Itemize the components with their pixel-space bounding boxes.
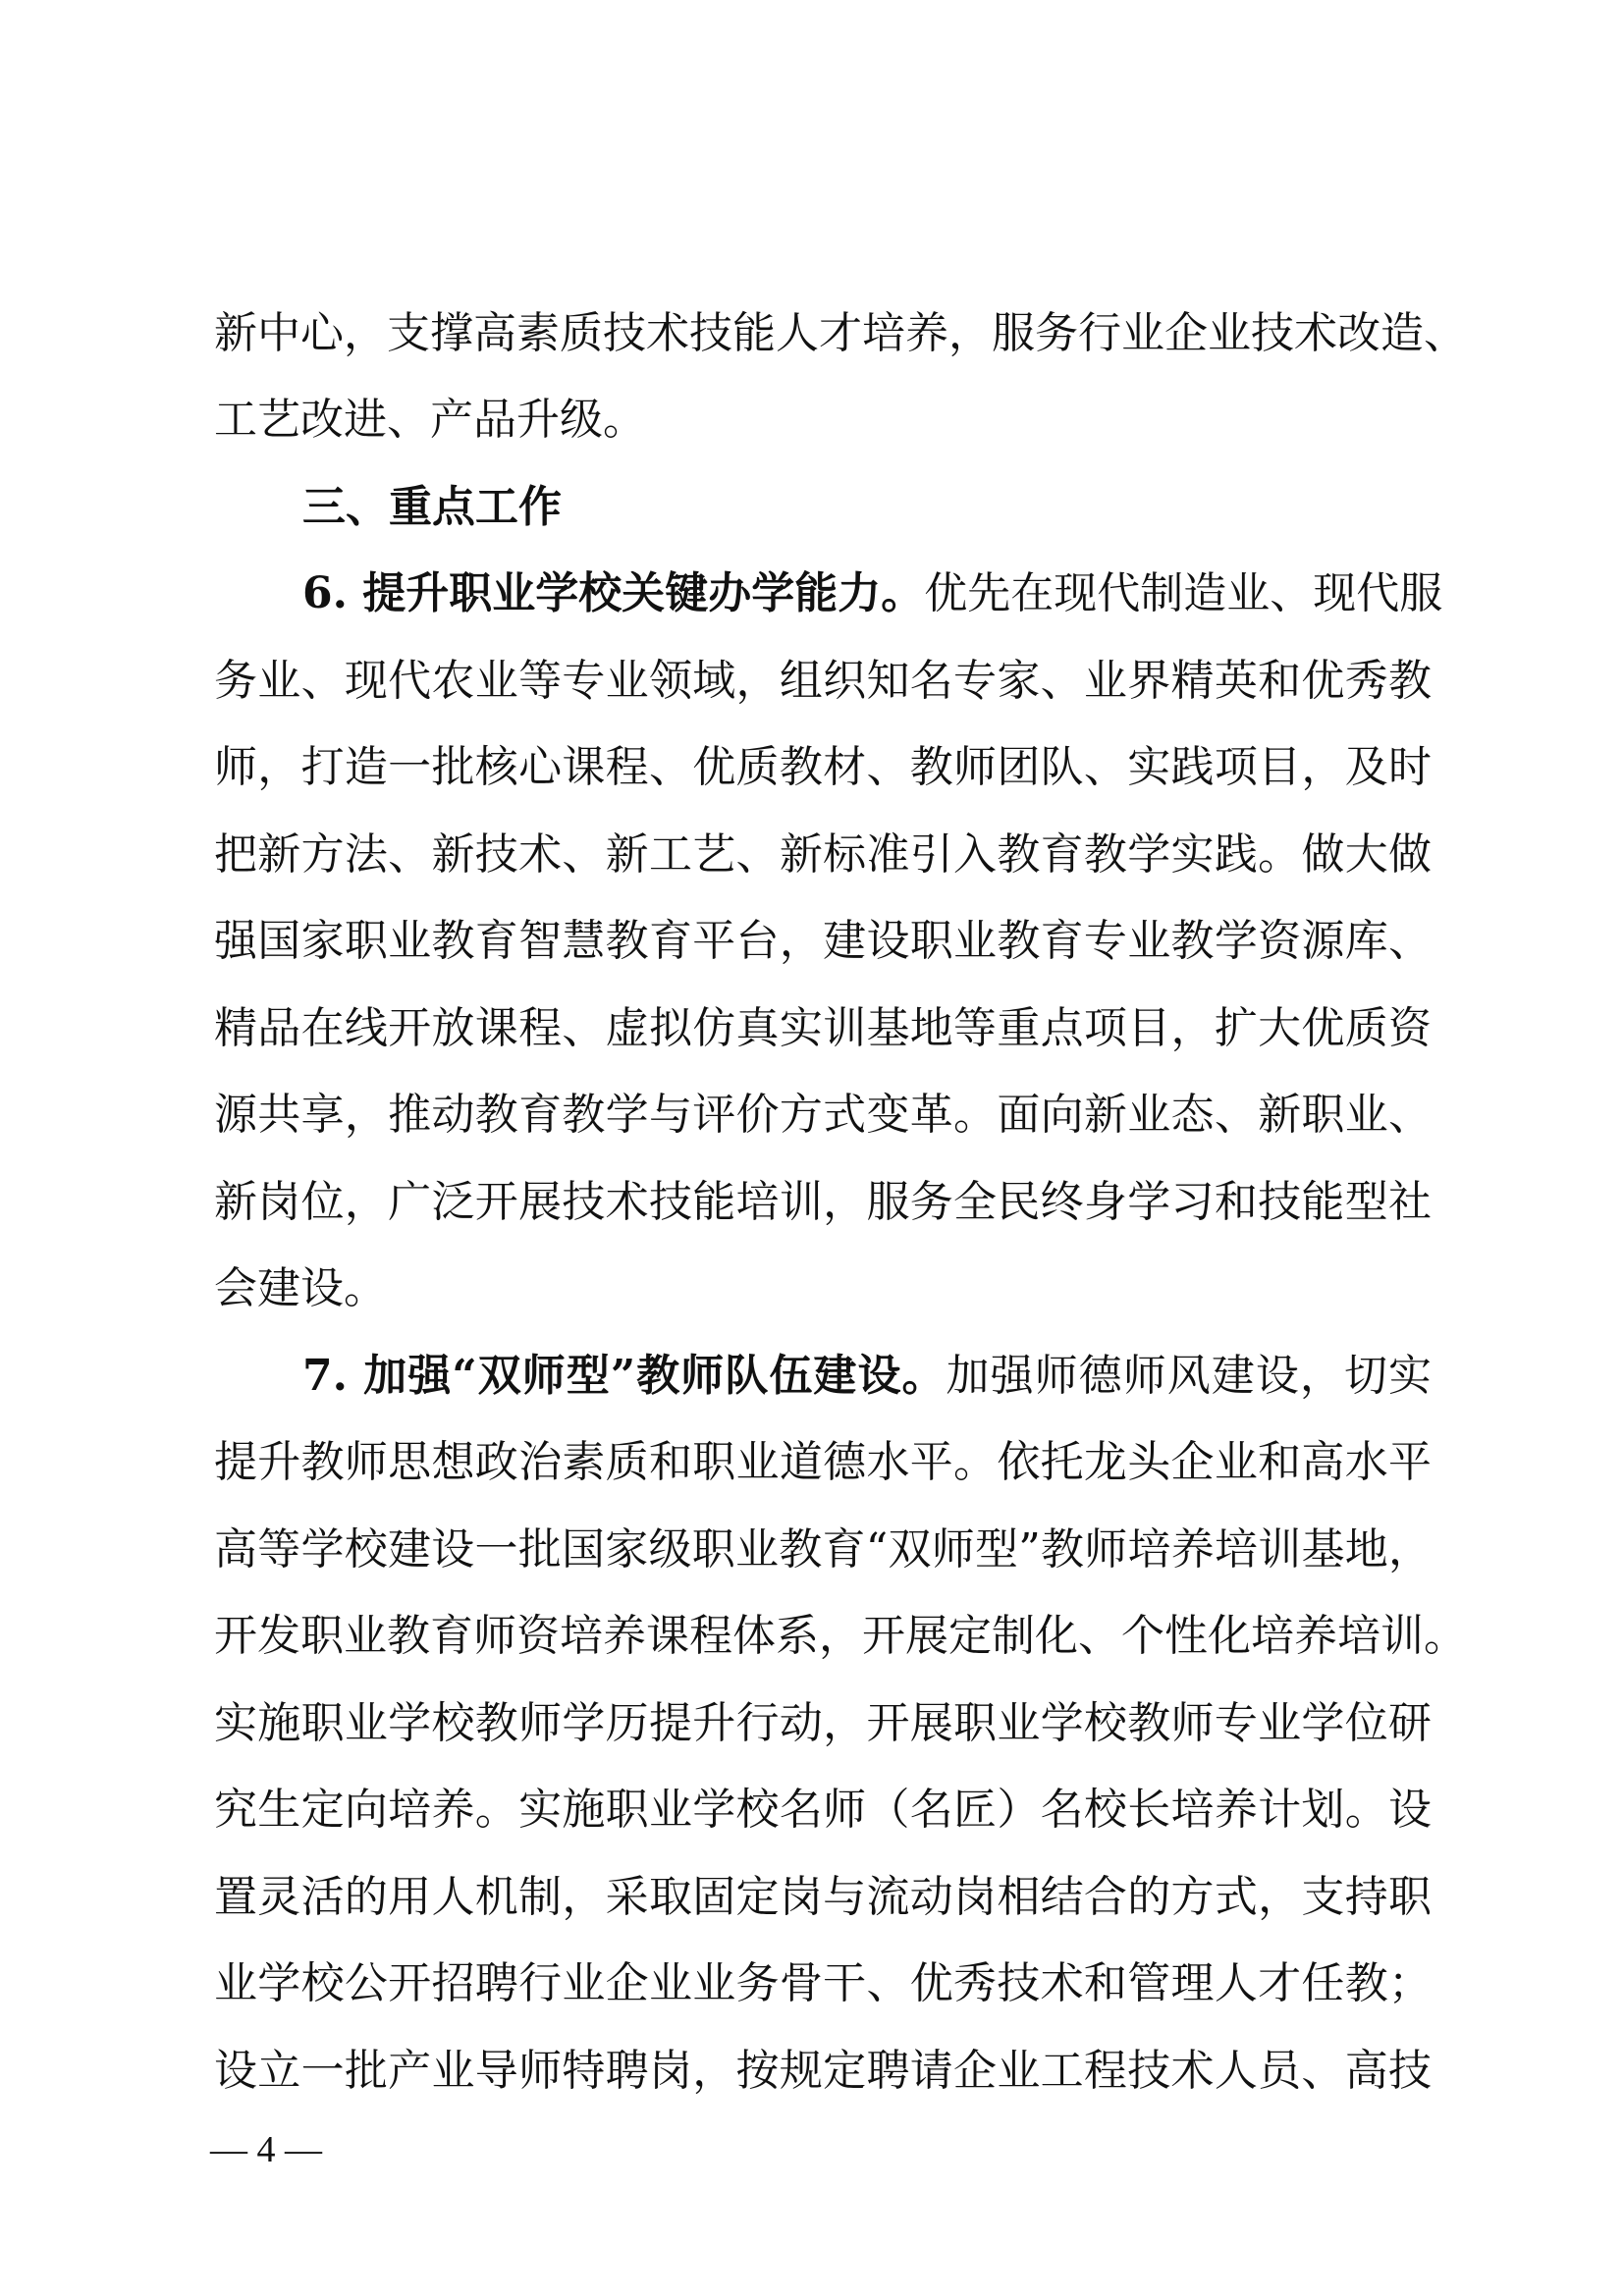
text-line: 高等学校建设一批国家级职业教育“双师型”教师培养培训基地， <box>214 1524 1432 1575</box>
text-line: 设立一批产业导师特聘岗，按规定聘请企业工程技术人员、高技 <box>214 2046 1432 2096</box>
text-line: 业学校公开招聘行业企业业务骨干、优秀技术和管理人才任教； <box>214 1958 1432 2008</box>
text-line: 会建设。 <box>214 1263 387 1313</box>
text-line: 把新方法、新技术、新工艺、新标准引入教育教学实践。做大做 <box>214 829 1432 880</box>
text-line: 务业、现代农业等专业领域，组织知名专家、业界精英和优秀教 <box>214 656 1432 706</box>
section-heading: 三、重点工作 <box>302 482 562 532</box>
text-line: 新中心，支撑高素质技术技能人才培养，服务行业企业技术改造、 <box>214 308 1467 358</box>
paragraph-line-with-lead <box>302 560 1443 628</box>
item-lead: 6. 提升职业学校关键办学能力。 <box>302 568 925 618</box>
item-lead: 7. 加强“双师型”教师队伍建设。 <box>302 1351 947 1401</box>
text-line: 新岗位，广泛开展技术技能培训，服务全民终身学习和技能型社 <box>214 1177 1432 1227</box>
text-line: 提升教师思想政治素质和职业道德水平。依托龙头企业和高水平 <box>214 1437 1432 1487</box>
text-line: 精品在线开放课程、虚拟仿真实训基地等重点项目，扩大优质资 <box>214 1003 1432 1053</box>
text-line: 强国家职业教育智慧教育平台，建设职业教育专业教学资源库、 <box>214 916 1432 966</box>
text-line: 师，打造一批核心课程、优质教材、教师团队、实践项目，及时 <box>214 742 1432 792</box>
text-line: 源共享，推动教育教学与评价方式变革。面向新业态、新职业、 <box>214 1090 1432 1140</box>
paragraph-line-with-lead <box>302 1342 1432 1411</box>
page-number: — 4 — <box>210 2129 322 2170</box>
text-line: 工艺改进、产品升级。 <box>214 395 646 445</box>
text-line: 究生定向培养。实施职业学校名师（名匠）名校长培养计划。设 <box>214 1785 1432 1835</box>
text-line: 开发职业教育师资培养课程体系，开展定制化、个性化培养培训。 <box>214 1611 1467 1661</box>
text-line: 置灵活的用人机制，采取固定岗与流动岗相结合的方式，支持职 <box>214 1872 1432 1922</box>
item-lead-rest: 加强师德师风建设，切实 <box>946 1351 1432 1401</box>
item-lead-rest: 优先在现代制造业、现代服 <box>924 568 1443 618</box>
text-line: 实施职业学校教师学历提升行动，开展职业学校教师专业学位研 <box>214 1698 1432 1748</box>
